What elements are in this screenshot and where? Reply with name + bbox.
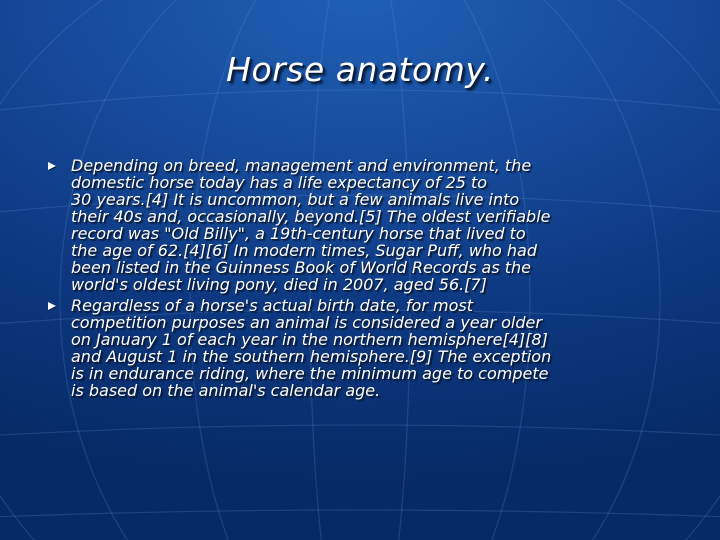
bullet-item bbox=[46, 157, 676, 293]
bullet-text: Depending on breed, management and environment, the domestic horse today has a life expectancy of 25 to 30 years.[4] It is uncommon, but a few animals live into their 40s and, occasionally, beyond.[5] The oldest verifiable record was "Old Billy", a 19th-century horse that lived to the age of 62.[4][6] In modern times, Sugar Puff, who had been listed in the Guinness Book of World Records as the world's oldest living pony, died in 2007, aged 56.[7] bbox=[71, 156, 551, 294]
bullet-text: Regardless of a horse's actual birth date, for most competition purposes an animal is considered a year older on January 1 of each year in the northern hemisphere[4][8] and August 1 in the southern hemisphere.[9] The exception is in endurance riding, where the minimum age to compete is based on the animal's calendar age. bbox=[71, 296, 552, 400]
slide-title: Horse anatomy. bbox=[226, 50, 494, 89]
bullet-list bbox=[46, 157, 676, 403]
triangle-bullet-icon bbox=[48, 162, 56, 170]
bullet-item bbox=[46, 297, 676, 399]
triangle-bullet-icon bbox=[48, 302, 56, 310]
